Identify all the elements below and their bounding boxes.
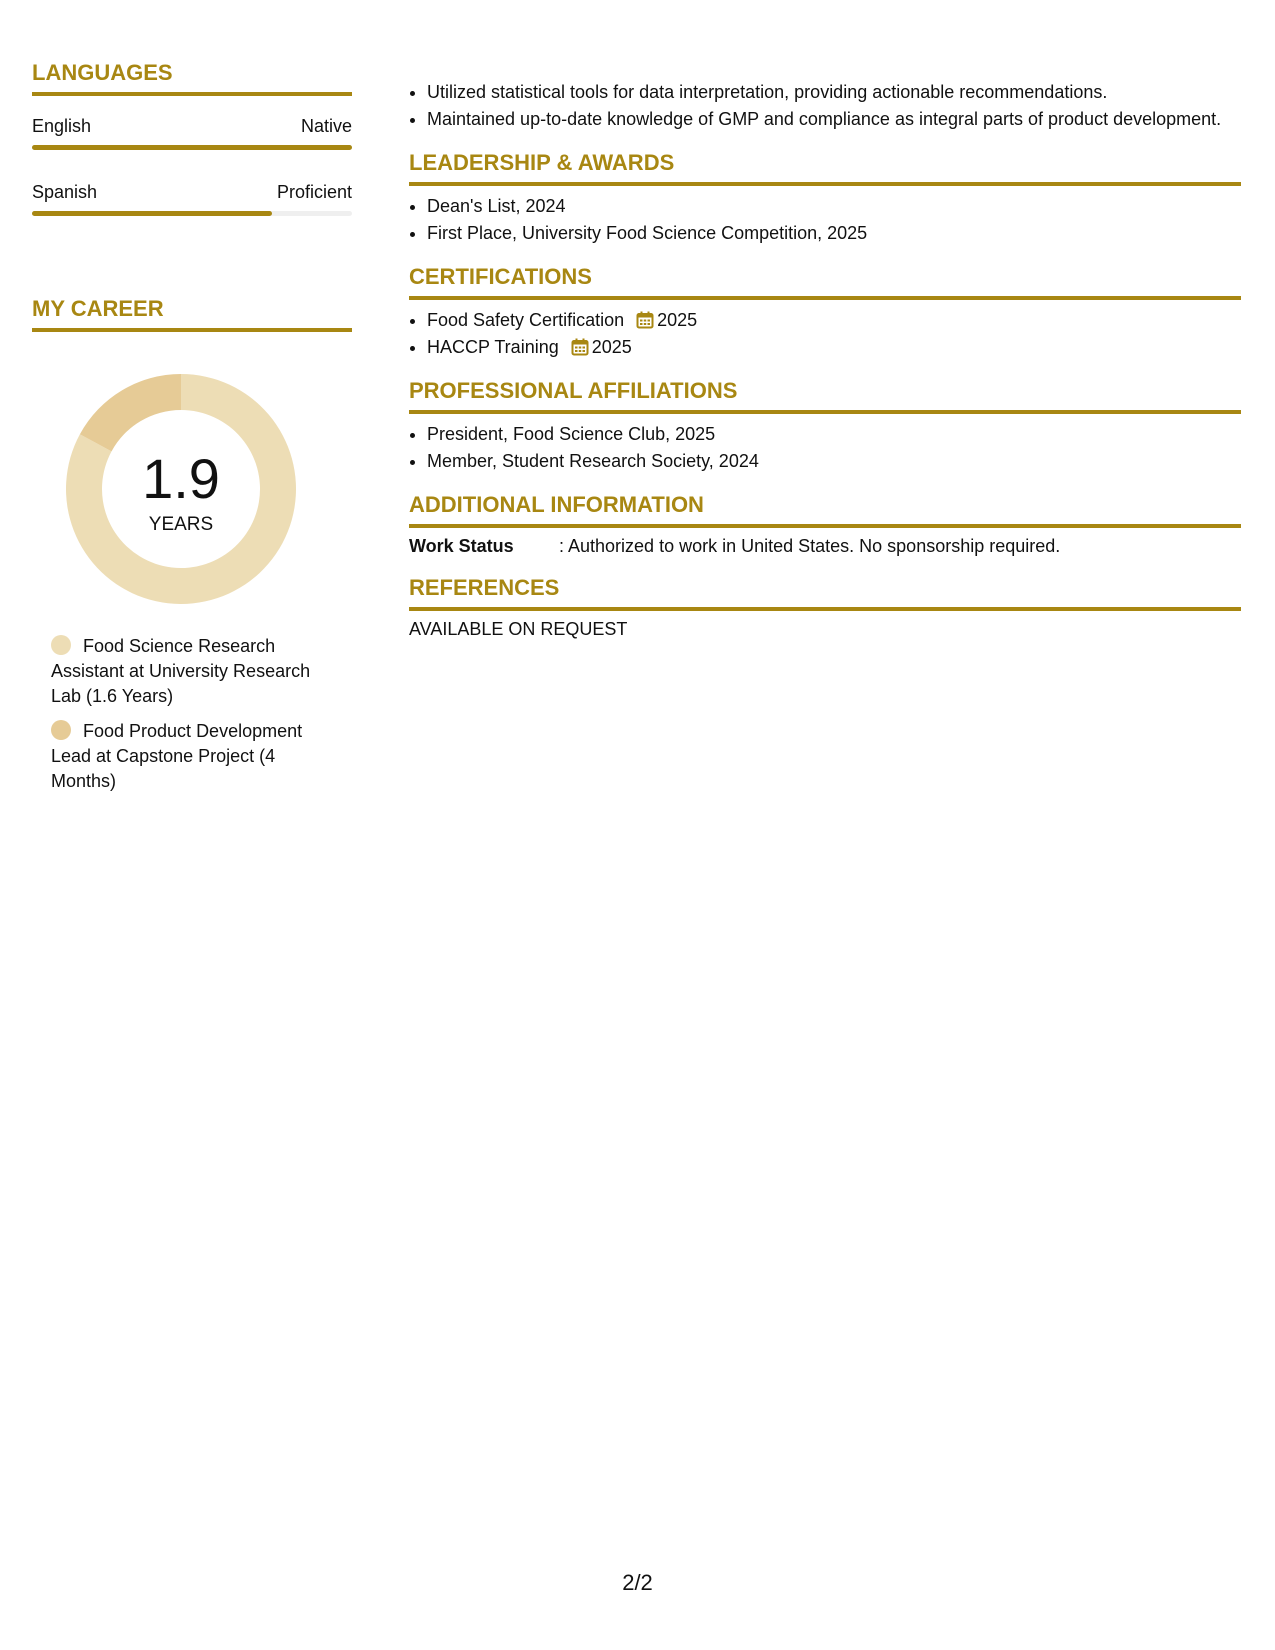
language-name: Spanish <box>32 182 98 202</box>
list-item <box>427 335 1241 360</box>
certification-name: HACCP Training <box>427 337 559 357</box>
list-item: • Member, Student Research Society, 2024 <box>427 449 1241 474</box>
references-title: REFERENCES <box>409 575 1241 611</box>
certifications-list <box>409 308 1241 360</box>
list-item: • First Place, University Food Science Competition, 2025 <box>427 221 1241 246</box>
legend-dot <box>51 720 71 740</box>
language-name: English <box>32 116 92 136</box>
language-item-spanish <box>32 182 352 216</box>
experience-bullets <box>409 80 1241 132</box>
list-item: • Maintained up-to-date knowledge of GMP and compliance as integral parts of product development. <box>427 107 1241 132</box>
list-item <box>427 308 1241 333</box>
language-bar <box>32 211 352 216</box>
affiliations-list <box>409 422 1241 474</box>
career-title: MY CAREER <box>32 296 352 332</box>
career-section <box>32 296 352 794</box>
legend-label: Food Science Research Assistant at University Research Lab (1.6 Years) <box>51 636 311 706</box>
list-item: • President, Food Science Club, 2025 <box>427 422 1241 447</box>
donut-slice <box>80 374 181 451</box>
career-legend <box>51 634 331 794</box>
page-number: 2/2 <box>622 1570 653 1595</box>
calendar-icon <box>571 338 589 356</box>
language-bar <box>32 145 352 150</box>
calendar-icon <box>636 311 654 329</box>
additional-info-title: ADDITIONAL INFORMATION <box>409 492 1241 528</box>
language-bar-fill <box>32 211 272 216</box>
references-text: AVAILABLE ON REQUEST <box>409 619 628 639</box>
certifications-title: CERTIFICATIONS <box>409 264 1241 300</box>
certification-name: Food Safety Certification <box>427 310 625 330</box>
legend-label: Food Product Development Lead at Capstone Project (4 Months) <box>51 721 303 791</box>
list-item: • Dean's List, 2024 <box>427 194 1241 219</box>
work-status-value: : Authorized to work in United States. No sponsorship required. <box>559 536 1061 556</box>
leadership-list <box>409 194 1241 246</box>
career-unit: YEARS <box>148 514 214 535</box>
certification-year: 2025 <box>657 310 698 330</box>
work-status-label: Work Status <box>409 536 514 556</box>
language-item-english <box>32 116 352 150</box>
legend-item <box>51 634 331 709</box>
languages-title: LANGUAGES <box>32 60 352 96</box>
certification-year: 2025 <box>591 337 632 357</box>
affiliations-title: PROFESSIONAL AFFILIATIONS <box>409 378 1241 414</box>
career-total: 1.9 <box>142 447 220 510</box>
language-level: Native <box>300 116 352 136</box>
left-column <box>32 60 352 804</box>
career-donut <box>66 374 296 604</box>
legend-item <box>51 719 331 794</box>
list-item: • Utilized statistical tools for data interpretation, providing actionable recommendations. <box>427 80 1241 105</box>
legend-dot <box>51 635 71 655</box>
leadership-title: LEADERSHIP & AWARDS <box>409 150 1241 186</box>
language-bar-fill <box>32 145 352 150</box>
right-column <box>409 78 1241 640</box>
work-status-row <box>409 536 1241 557</box>
language-level: Proficient <box>276 182 352 202</box>
